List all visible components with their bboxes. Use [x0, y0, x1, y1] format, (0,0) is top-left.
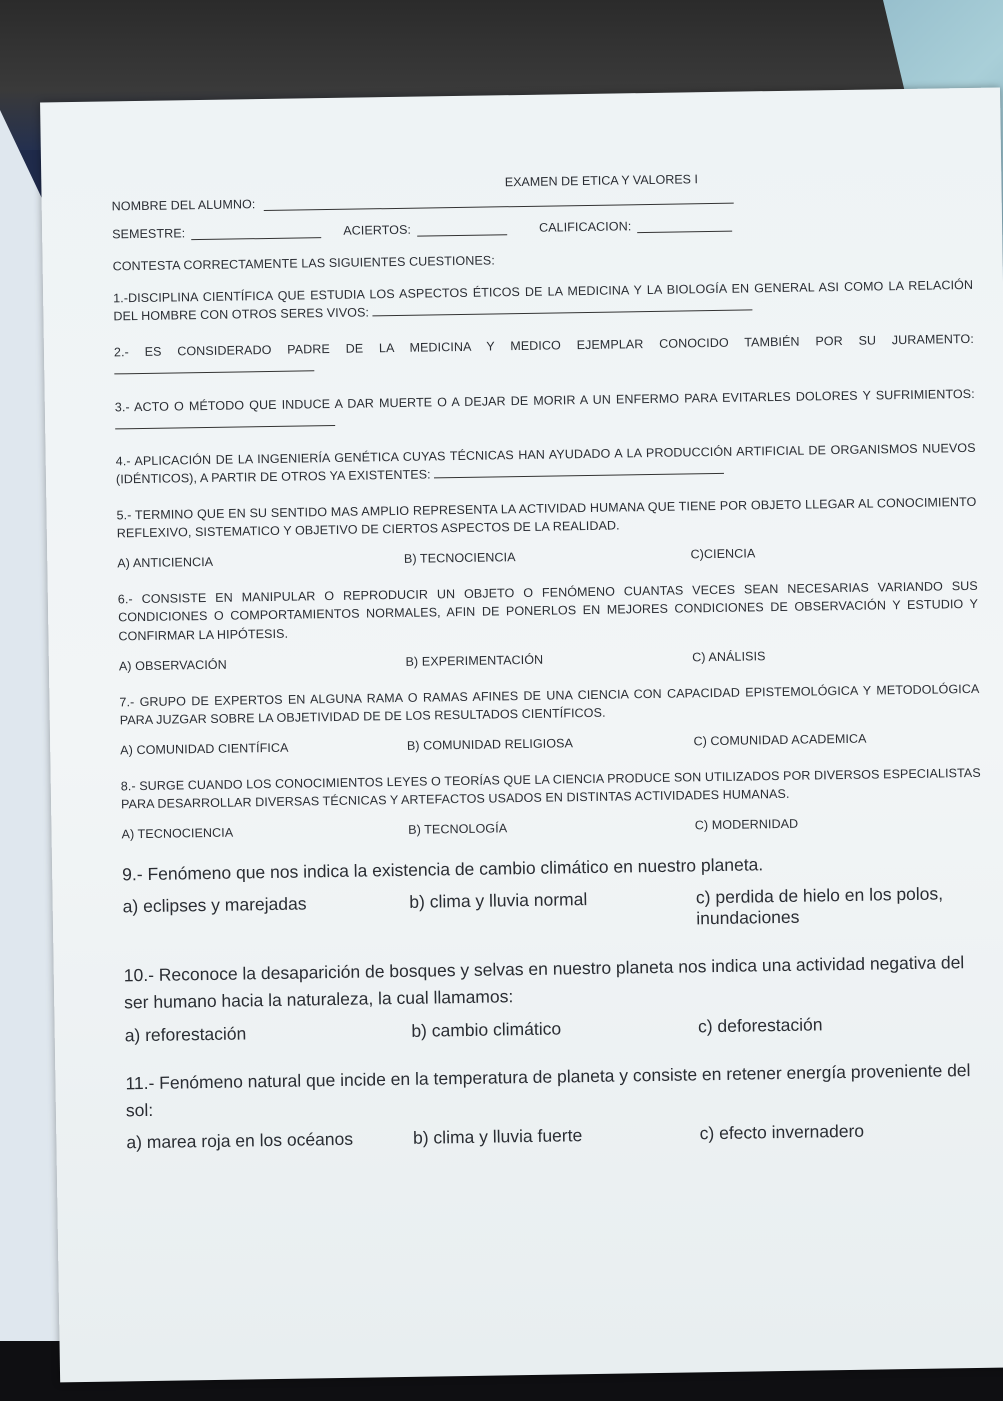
- question-6: 6.- CONSISTE EN MANIPULAR O REPRODUCIR UN OBJETO O FENÓMENO CUANTAS VECES SEAN NECESARIAS VARIANDO SUS CONDICIONES O COMPORTAMIENTOS NORMALES, AFIN DE PONERLOS EN MEJORES CONDICIONES DE OBSERVACIÓN Y ESTUDIO Y CONFIRMAR LA HIPÓTESIS.: [117, 579, 979, 643]
- option-5c: C)CIENCIA: [690, 546, 756, 562]
- exam-content: [111, 168, 987, 1177]
- option-10b: b) cambio climático: [411, 1017, 562, 1041]
- question-6-options: [119, 645, 979, 673]
- question-10: 10.- Reconoce la desaparición de bosques y selvas en nuestro planeta nos indica una actividad negativa del ser humano hacia la naturaleza, la cual llamamos:: [123, 952, 965, 1013]
- option-9b: b) clima y lluvia normal: [409, 889, 588, 913]
- question-7-options: [120, 730, 980, 758]
- option-7b: B) COMUNIDAD RELIGIOSA: [406, 736, 574, 753]
- question-9: 9.- Fenómeno que nos indica la existencia de cambio climático en nuestro planeta.: [122, 854, 764, 885]
- question-4-blank[interactable]: [434, 461, 724, 479]
- question-2-text: 2.- ES CONSIDERADO PADRE DE LA MEDICINA Y MEDICO EJEMPLAR CONOCIDO TAMBIÉN POR SU JURAMENTO:: [113, 332, 975, 360]
- option-11b: b) clima y lluvia fuerte: [412, 1124, 583, 1148]
- option-8a: A) TECNOCIENCIA: [121, 825, 234, 842]
- question-8: 8.- SURGE CUANDO LOS CONOCIMIENTOS LEYES O TEORÍAS QUE LA CIENCIA PRODUCE SON UTILIZADOS POR DIVERSOS ESPECIALISTAS PARA DESARROLLAR DIVERSAS TÉCNICAS Y ARTEFACTOS USADOS EN DISTINTAS ACTIVIDADES HUMANAS.: [120, 765, 981, 812]
- exam-sheet: [40, 87, 1003, 1382]
- question-1-text: 1.-DISCIPLINA CIENTÍFICA QUE ESTUDIA LOS ASPECTOS ÉTICOS DE LA MEDICINA Y LA BIOLOGÍA EN GENERAL ASI COMO LA RELACIÓN DEL HOMBRE CON OTROS SERES VIVOS:: [113, 277, 974, 324]
- option-10c: c) deforestación: [697, 1013, 823, 1036]
- option-10a: a) reforestación: [124, 1022, 247, 1045]
- question-4-text: 4.- APLICACIÓN DE LA INGENIERÍA GENÉTICA CUYAS TÉCNICAS HAN AYUDADO A LA PRODUCCIÓN ARTIFICIAL DE ORGANISMOS NUEVOS (IDÉNTICOS), A PARTIR DE OTROS YA EXISTENTES:: [115, 440, 976, 487]
- semester-label: SEMESTRE:: [112, 226, 186, 242]
- exam-title: EXAMEN DE ETICA Y VALORES I: [504, 172, 699, 190]
- option-6b: B) EXPERIMENTACIÓN: [405, 652, 544, 669]
- score-row: [112, 214, 972, 242]
- correct-blank[interactable]: [417, 222, 507, 236]
- question-5-options: [117, 543, 977, 571]
- question-10-options: [125, 1011, 985, 1046]
- semester-blank[interactable]: [191, 225, 321, 240]
- grade-blank[interactable]: [637, 219, 732, 233]
- question-4: [116, 439, 976, 489]
- grade-label: CALIFICACION:: [538, 219, 632, 235]
- instructions: CONTESTA CORRECTAMENTE LAS SIGUIENTES CUESTIONES:: [112, 253, 495, 274]
- option-11a: a) marea roja en los océanos: [126, 1128, 354, 1153]
- question-7: 7.- GRUPO DE EXPERTOS EN ALGUNA RAMA O RAMAS AFINES DE UNA CIENCIA CON CAPACIDAD EPISTEMOLÓGICA Y METODOLÓGICA PARA JUZGAR SOBRE LA OBJETIVIDAD DE DE LOS RESULTADOS CIENTÍFICOS.: [119, 681, 980, 728]
- question-3-text: 3.- ACTO O MÉTODO QUE INDUCE A DAR MUERTE O A DEJAR DE MORIR A UN ENFERMO PARA EVITARLES DOLORES Y SUFRIMIENTOS:: [114, 386, 975, 414]
- option-8c: C) MODERNIDAD: [694, 816, 799, 833]
- option-11c: c) efecto invernadero: [699, 1120, 865, 1144]
- option-8b: B) TECNOLOGÍA: [408, 821, 508, 837]
- correct-label: ACIERTOS:: [343, 222, 412, 238]
- option-9a: a) eclipses y marejadas: [122, 893, 307, 917]
- question-3: [115, 384, 975, 434]
- student-name-label: NOMBRE DEL ALUMNO:: [111, 197, 256, 214]
- option-6a: A) OBSERVACIÓN: [118, 657, 227, 673]
- question-2: [114, 330, 974, 380]
- option-9c: c) perdida de hielo en los polos, inundaciones: [695, 883, 944, 929]
- question-3-blank[interactable]: [115, 413, 335, 429]
- question-11-options: [126, 1119, 986, 1154]
- question-1: [113, 276, 973, 326]
- student-name-blank[interactable]: [263, 191, 733, 211]
- option-7a: A) COMUNIDAD CIENTÍFICA: [120, 740, 289, 758]
- question-9-options: [123, 883, 984, 939]
- option-5b: B) TECNOCIENCIA: [403, 550, 516, 567]
- question-11: 11.- Fenómeno natural que incide en la temperatura de planeta y consiste en retener energía proveniente del sol:: [125, 1059, 971, 1120]
- question-5: 5.- TERMINO QUE EN SU SENTIDO MAS AMPLIO REPRESENTA LA ACTIVIDAD HUMANA QUE TIENE POR OBJETO LLEGAR AL CONOCIMIENTO REFLEXIVO, SISTEMATICO Y OBJETIVO DE CIERTOS ASPECTOS DE LA REALIDAD.: [116, 494, 977, 541]
- option-7c: C) COMUNIDAD ACADEMICA: [693, 731, 867, 749]
- question-8-options: [121, 814, 981, 842]
- option-5a: A) ANTICIENCIA: [117, 555, 214, 571]
- option-6c: C) ANÁLISIS: [692, 648, 766, 664]
- question-2-blank[interactable]: [114, 359, 314, 375]
